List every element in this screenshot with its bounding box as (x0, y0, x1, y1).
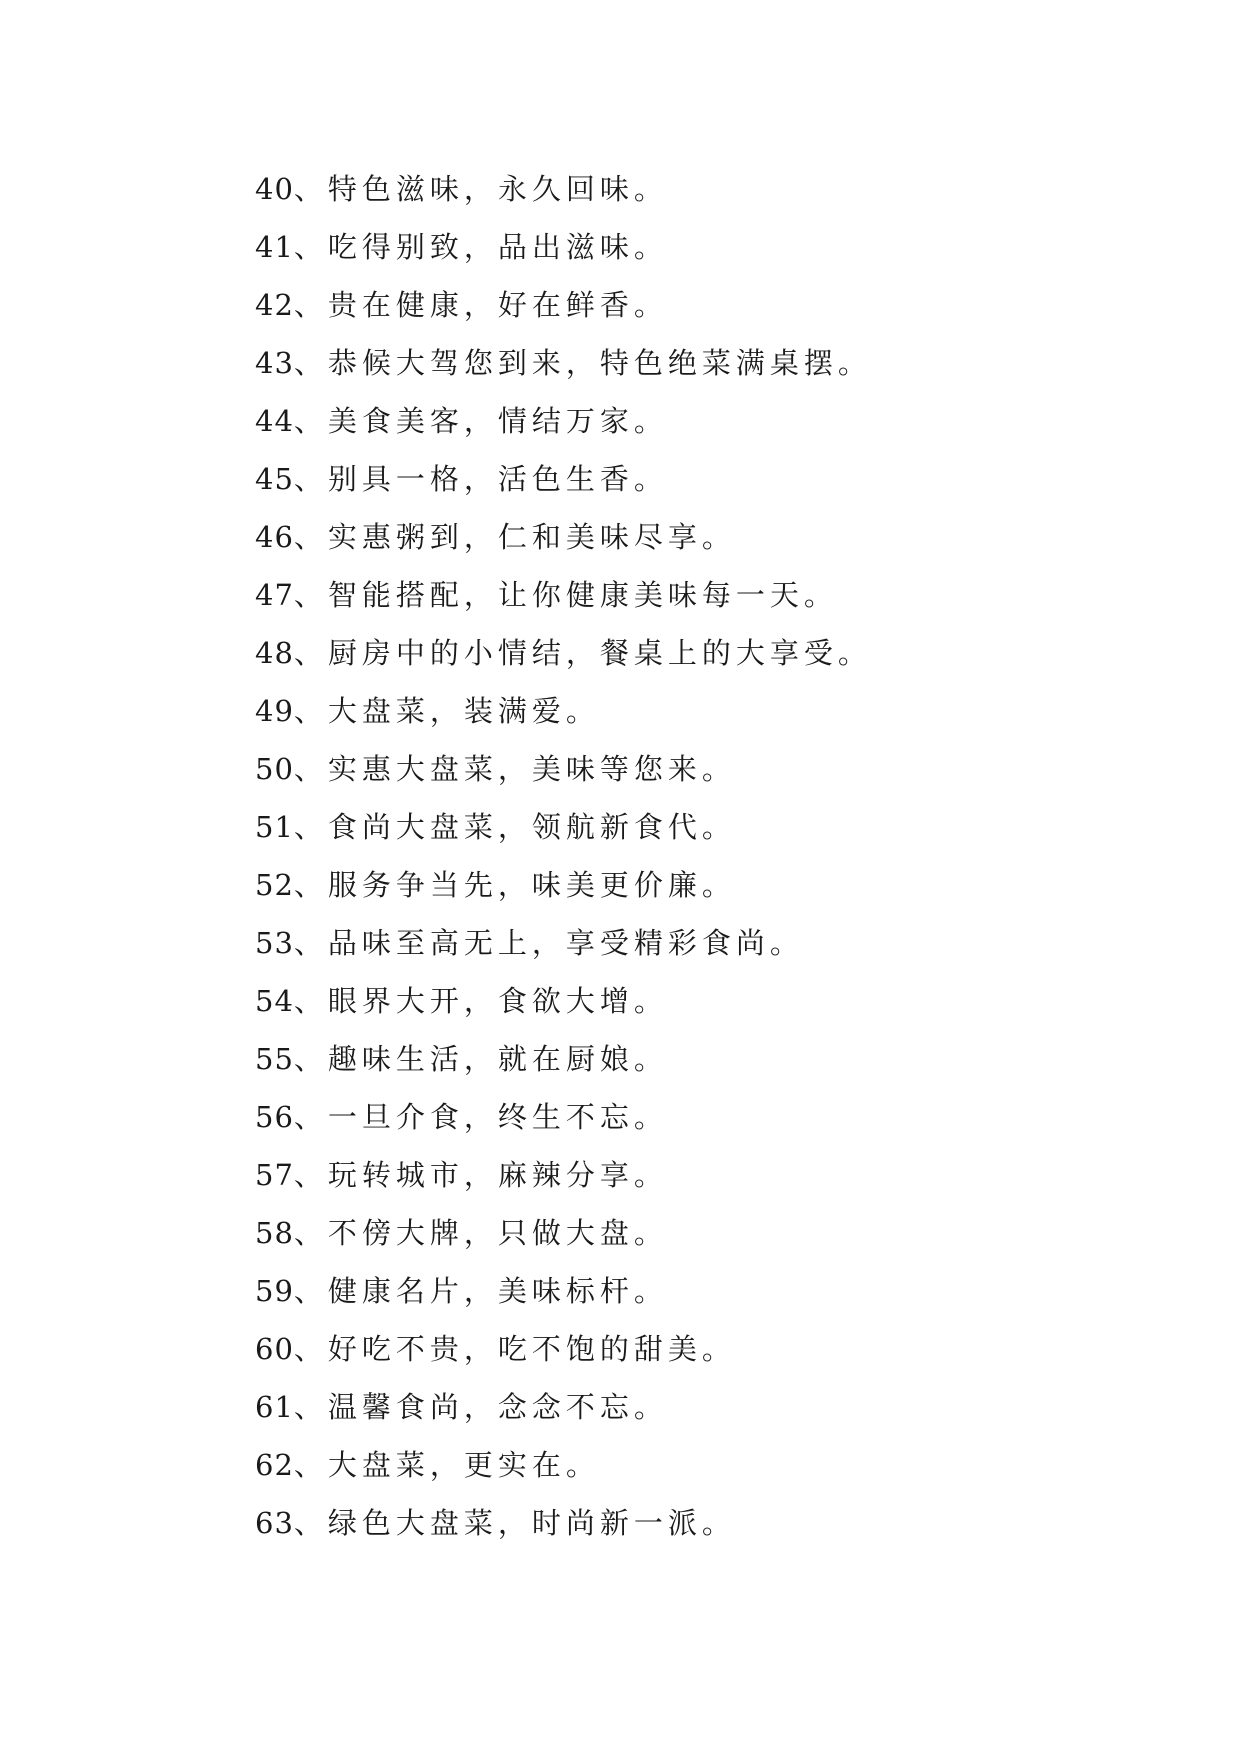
item-text: 实惠大盘菜，美味等您来。 (327, 752, 736, 786)
list-item (255, 972, 872, 1030)
item-text: 不傍大牌，只做大盘。 (327, 1216, 668, 1250)
item-text: 温馨食尚，念念不忘。 (327, 1390, 668, 1424)
item-separator: 、 (293, 462, 328, 496)
list-item (255, 508, 872, 566)
slogan-list (255, 160, 872, 1552)
item-text: 大盘菜，装满爱。 (327, 694, 600, 728)
item-separator: 、 (293, 172, 328, 206)
item-number: 57 (255, 1158, 294, 1192)
list-item (255, 624, 872, 682)
item-text: 品味至高无上，享受精彩食尚。 (327, 926, 804, 960)
item-number: 49 (255, 694, 294, 728)
item-separator: 、 (293, 520, 328, 554)
list-item (255, 682, 872, 740)
item-separator: 、 (293, 1100, 328, 1134)
item-number: 60 (255, 1332, 294, 1366)
item-number: 47 (255, 578, 294, 612)
item-text: 健康名片，美味标杆。 (327, 1274, 668, 1308)
item-text: 实惠粥到，仁和美味尽享。 (327, 520, 736, 554)
item-text: 绿色大盘菜，时尚新一派。 (327, 1506, 736, 1540)
item-number: 53 (255, 926, 294, 960)
list-item (255, 1320, 872, 1378)
item-number: 52 (255, 868, 294, 902)
list-item (255, 450, 872, 508)
item-separator: 、 (293, 578, 328, 612)
item-text: 好吃不贵，吃不饱的甜美。 (327, 1332, 736, 1366)
item-separator: 、 (293, 1216, 328, 1250)
list-item (255, 740, 872, 798)
item-text: 智能搭配，让你健康美味每一天。 (327, 578, 838, 612)
item-text: 服务争当先，味美更价廉。 (327, 868, 736, 902)
item-separator: 、 (293, 1448, 328, 1482)
item-text: 别具一格，活色生香。 (327, 462, 668, 496)
item-number: 54 (255, 984, 294, 1018)
list-item (255, 160, 872, 218)
item-number: 62 (255, 1448, 294, 1482)
item-text: 一旦介食，终生不忘。 (327, 1100, 668, 1134)
item-text: 大盘菜，更实在。 (327, 1448, 600, 1482)
list-item (255, 276, 872, 334)
item-separator: 、 (293, 288, 328, 322)
item-separator: 、 (293, 1042, 328, 1076)
item-number: 51 (255, 810, 294, 844)
item-separator: 、 (293, 926, 328, 960)
item-text: 特色滋味，永久回味。 (327, 172, 668, 206)
item-separator: 、 (293, 810, 328, 844)
item-number: 48 (255, 636, 294, 670)
item-text: 玩转城市，麻辣分享。 (327, 1158, 668, 1192)
item-number: 42 (255, 288, 294, 322)
list-item (255, 1436, 872, 1494)
list-item (255, 798, 872, 856)
item-number: 46 (255, 520, 294, 554)
item-text: 美食美客，情结万家。 (327, 404, 668, 438)
item-number: 59 (255, 1274, 294, 1308)
list-item (255, 1030, 872, 1088)
item-number: 44 (255, 404, 294, 438)
item-text: 趣味生活，就在厨娘。 (327, 1042, 668, 1076)
list-item (255, 1146, 872, 1204)
item-separator: 、 (293, 346, 328, 380)
item-number: 61 (255, 1390, 294, 1424)
item-separator: 、 (293, 1390, 328, 1424)
list-item (255, 1262, 872, 1320)
item-text: 眼界大开，食欲大增。 (327, 984, 668, 1018)
item-separator: 、 (293, 1332, 328, 1366)
item-number: 56 (255, 1100, 294, 1134)
item-number: 43 (255, 346, 294, 380)
list-item (255, 1088, 872, 1146)
item-number: 58 (255, 1216, 294, 1250)
list-item (255, 856, 872, 914)
item-separator: 、 (293, 1158, 328, 1192)
item-number: 40 (255, 172, 294, 206)
item-separator: 、 (293, 230, 328, 264)
item-number: 63 (255, 1506, 294, 1540)
item-number: 55 (255, 1042, 294, 1076)
item-text: 食尚大盘菜，领航新食代。 (327, 810, 736, 844)
item-number: 45 (255, 462, 294, 496)
item-separator: 、 (293, 868, 328, 902)
list-item (255, 218, 872, 276)
item-text: 贵在健康，好在鲜香。 (327, 288, 668, 322)
list-item (255, 1204, 872, 1262)
item-separator: 、 (293, 636, 328, 670)
item-separator: 、 (293, 1506, 328, 1540)
item-separator: 、 (293, 752, 328, 786)
item-text: 恭候大驾您到来，特色绝菜满桌摆。 (327, 346, 872, 380)
item-text: 厨房中的小情结，餐桌上的大享受。 (327, 636, 872, 670)
item-separator: 、 (293, 404, 328, 438)
list-item (255, 914, 872, 972)
list-item (255, 1494, 872, 1552)
item-separator: 、 (293, 1274, 328, 1308)
item-number: 50 (255, 752, 294, 786)
list-item (255, 392, 872, 450)
item-number: 41 (255, 230, 294, 264)
list-item (255, 1378, 872, 1436)
item-separator: 、 (293, 694, 328, 728)
item-separator: 、 (293, 984, 328, 1018)
list-item (255, 334, 872, 392)
list-item (255, 566, 872, 624)
item-text: 吃得别致，品出滋味。 (327, 230, 668, 264)
